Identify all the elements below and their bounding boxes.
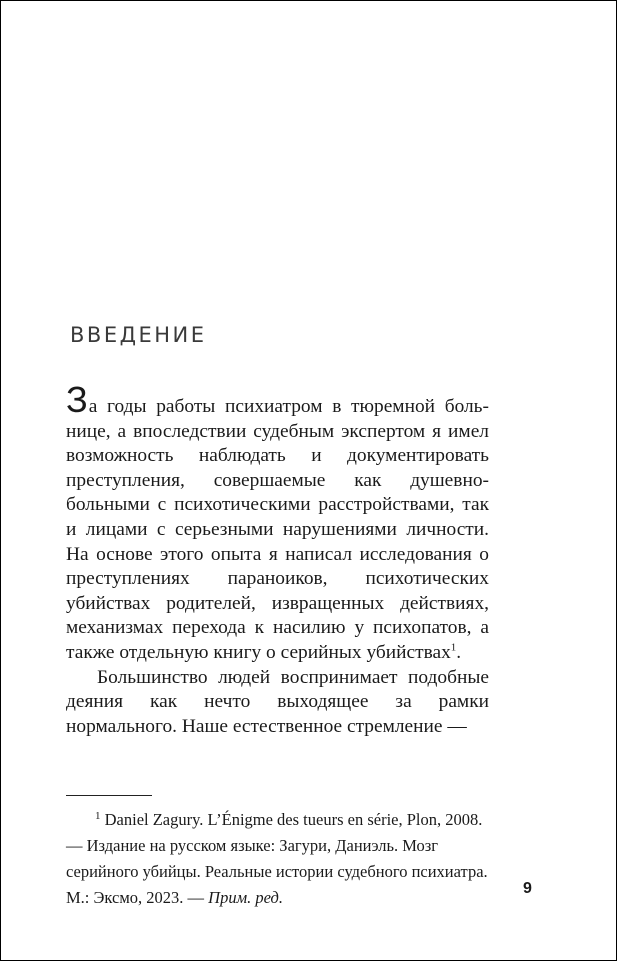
footnote	[66, 803, 496, 911]
editor-note: Прим. ред.	[208, 888, 283, 907]
body-text	[66, 379, 489, 739]
paragraph-2: Большинство людей воспринимает подобные деяния как нечто выходящее за рамки нормального. Наше естественное стремление —	[66, 666, 489, 737]
paragraph-1-text: а годы работы психиатром в тюремной больнице, а впоследствии судебным экспертом я имел возможность наблюдать и документировать преступления, совершаемые как душевнобольными с психотическими расстройствами, так и лицами с серьезными нарушениями личности. На основе этого опыта я написал исследования о преступлениях параноиков, психотических убийствах родителей, извращенных действиях, механизмах перехода к насилию у психопатов, а также отдельную книгу о серийных убийствах	[66, 396, 489, 663]
footnote-mark: 1	[95, 810, 101, 822]
chapter-title: ВВЕДЕНИЕ	[70, 323, 207, 347]
drop-cap: З	[66, 379, 88, 420]
paragraph-1	[66, 379, 489, 666]
footnote-text: Daniel Zagury. L’Énigme des tueurs en série, Plon, 2008. — Издание на русском языке: Загури, Даниэль. Мозг серийного убийцы. Реальные истории судебного психиатра. М.: Эксмо, 2023. —	[66, 810, 488, 907]
paragraph-1-end: .	[456, 641, 462, 663]
page-number: 9	[523, 880, 532, 897]
footnote-reference[interactable]: 1	[450, 641, 457, 654]
footnote-divider	[66, 795, 152, 796]
